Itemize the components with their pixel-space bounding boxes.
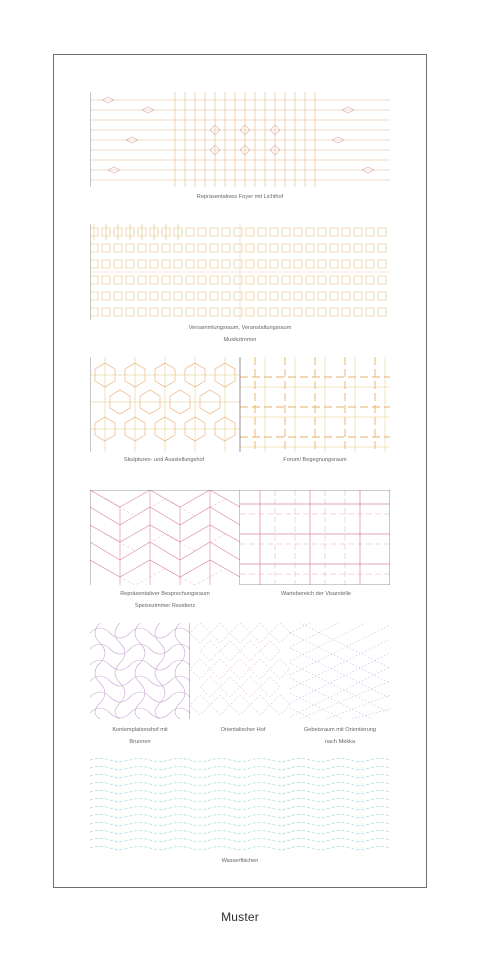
pattern-assembly-hall-svg bbox=[90, 224, 390, 320]
caption-dining-room: Speisezimmer Residenz bbox=[134, 603, 196, 609]
pattern-oriental-courtyard-svg bbox=[190, 623, 290, 719]
caption-contemplation-courtyard: Kontemplationshof mit bbox=[112, 727, 168, 733]
pattern-contemplation-courtyard-svg bbox=[90, 623, 190, 719]
pattern-assembly-hall bbox=[90, 224, 390, 320]
pattern-forum-svg bbox=[240, 357, 390, 452]
pattern-forum bbox=[240, 357, 390, 452]
caption-music-room: Musikzimmer bbox=[223, 337, 257, 343]
caption-mecca: nach Mekka bbox=[324, 739, 356, 745]
pattern-prayer-room-svg bbox=[290, 623, 390, 719]
caption-foyer: Repräsentatives Foyer mit Lichthof bbox=[196, 194, 284, 200]
caption-water-surfaces: Wasserflächen bbox=[221, 858, 259, 864]
pattern-visa-waiting-area bbox=[240, 490, 390, 585]
pattern-sculpture-courtyard bbox=[90, 357, 240, 452]
pattern-meeting-room-svg bbox=[90, 490, 240, 585]
pattern-water-surfaces-svg bbox=[90, 756, 390, 852]
caption-meeting-room: Repräsentativer Besprechungsraum bbox=[120, 591, 210, 597]
page-title: Muster bbox=[221, 910, 259, 924]
pattern-foyer-svg bbox=[90, 92, 390, 187]
pattern-foyer bbox=[90, 92, 390, 187]
pattern-oriental-courtyard bbox=[190, 623, 290, 719]
caption-sculpture-courtyard: Skulpturen- und Ausstellungshof bbox=[123, 457, 205, 463]
pattern-sculpture-courtyard-svg bbox=[90, 357, 240, 452]
pattern-prayer-room bbox=[290, 623, 390, 719]
pattern-visa-waiting-area-svg bbox=[240, 490, 390, 585]
caption-oriental-courtyard: Orientalischer Hof bbox=[220, 727, 266, 733]
pattern-water-surfaces bbox=[90, 756, 390, 852]
caption-fountain: Brunnen bbox=[129, 739, 151, 745]
pattern-contemplation-courtyard bbox=[90, 623, 190, 719]
caption-assembly: Versammlungsraum, Veranstaltungsraum bbox=[188, 325, 292, 331]
caption-prayer-room: Gebetsraum mit Orientierung bbox=[303, 727, 377, 733]
caption-visa-waiting-area: Wartebereich der Visarstelle bbox=[281, 591, 351, 597]
caption-forum: Forum/ Begegnungsraum bbox=[283, 457, 347, 463]
pattern-meeting-room bbox=[90, 490, 240, 585]
